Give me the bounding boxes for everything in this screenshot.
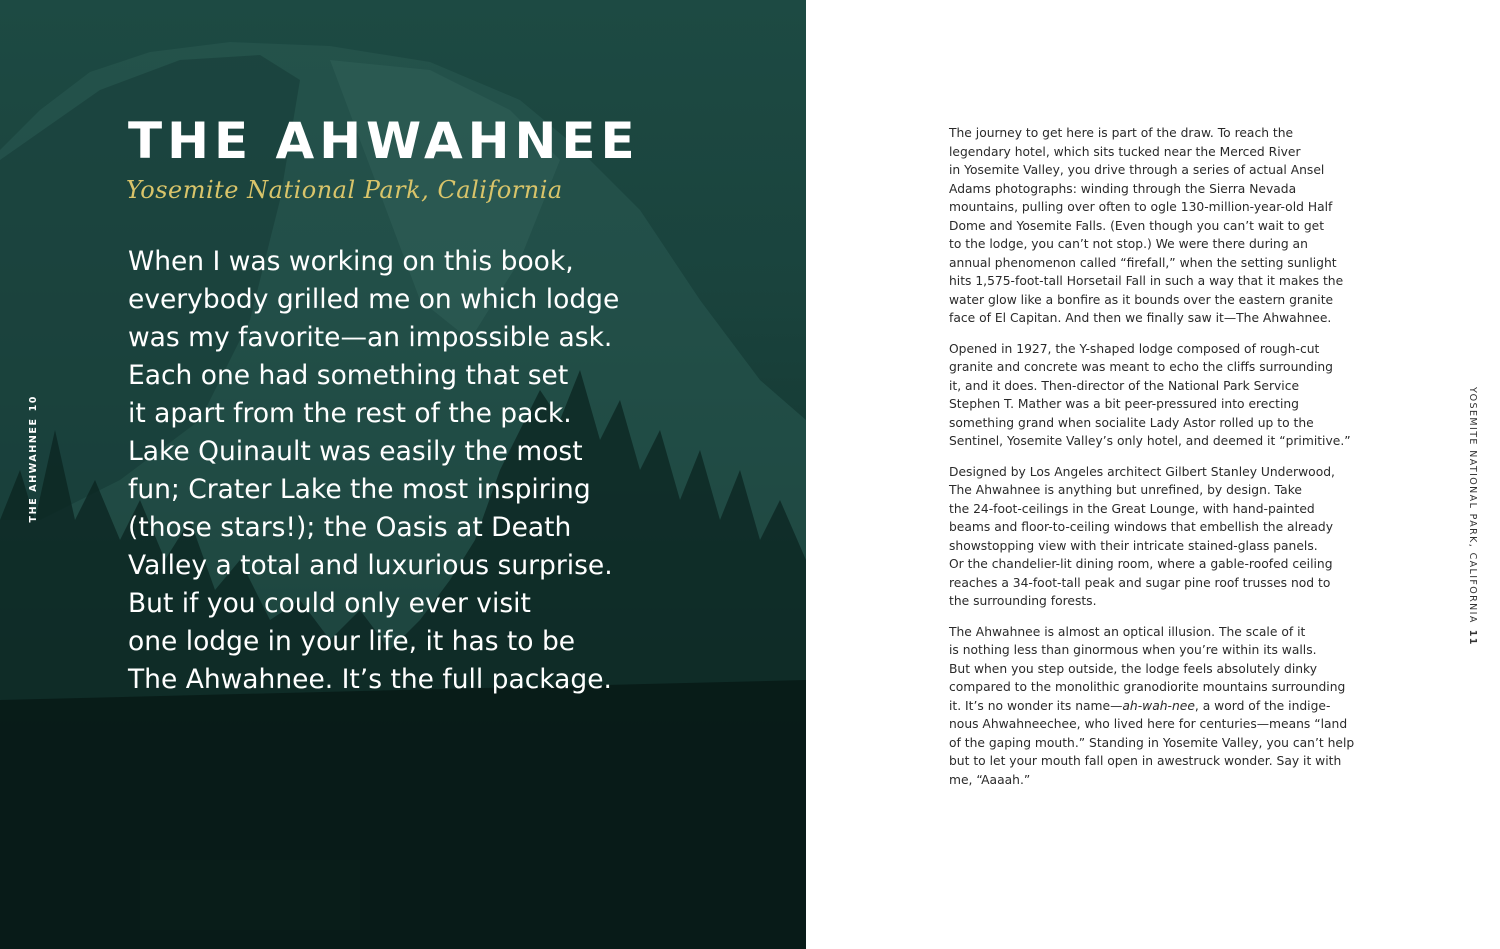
text-line: nous Ahwahneechee, who lived here for centuries—means “land xyxy=(949,717,1348,731)
text-line: is nothing less than ginormous when you’re within its walls. xyxy=(949,643,1317,657)
pull-quote xyxy=(128,243,768,699)
text-line: legendary hotel, which sits tucked near the Merced River xyxy=(949,144,1301,159)
text-line: showstopping view with their intricate stained-glass panels. xyxy=(949,538,1318,553)
text-line: of the gaping mouth.” Standing in Yosemite Valley, you can’t help xyxy=(949,735,1355,750)
pull-quote-line: Valley a total and luxurious surprise. xyxy=(128,550,613,581)
pull-quote-line: Lake Quinault was easily the most xyxy=(128,436,583,467)
forest-base xyxy=(0,680,806,949)
location-subtitle: Yosemite National Park, California xyxy=(126,176,563,204)
text-line: Designed by Los Angeles architect Gilbert Stanley Underwood, xyxy=(949,464,1335,479)
left-page-number: 10 xyxy=(28,395,39,412)
text-line: the 24-foot-ceilings in the Great Lounge, with hand-painted xyxy=(949,501,1315,516)
pull-quote-line: Each one had something that set xyxy=(128,360,569,391)
text-fragment: , a word of the indige- xyxy=(1194,698,1331,713)
italic-word: ah-wah-nee xyxy=(1122,698,1195,713)
text-line: Opened in 1927, the Y-shaped lodge composed of rough-cut xyxy=(949,341,1320,356)
pull-quote-line: was my favorite—an impossible ask. xyxy=(128,322,613,353)
text-line: Dome and Yosemite Falls. (Even though you can’t wait to get xyxy=(949,218,1325,233)
text-line xyxy=(949,697,1379,716)
text-line: to the lodge, you can’t not stop.) We were there during an xyxy=(949,237,1308,251)
text-line: annual phenomenon called “firefall,” when the setting sunlight xyxy=(949,255,1337,270)
text-line: Adams photographs: winding through the Sierra Nevada xyxy=(949,181,1297,196)
text-line: water glow like a bonfire as it bounds over the eastern granite xyxy=(949,292,1334,307)
paragraph-3 xyxy=(949,463,1379,611)
text-line: but to let your mouth fall open in awestruck wonder. Say it with xyxy=(949,754,1342,768)
paragraph-1 xyxy=(949,124,1379,328)
text-line: mountains, pulling over often to ogle 130-million-year-old Half xyxy=(949,200,1333,214)
paragraph-4 xyxy=(949,623,1379,790)
pull-quote-line: When I was working on this book, xyxy=(128,246,574,277)
left-running-head: THE AHWAHNEE xyxy=(28,417,39,523)
text-line: reaches a 34-foot-tall peak and sugar pine roof trusses nod to xyxy=(949,575,1331,590)
text-line: in Yosemite Valley, you drive through a series of actual Ansel xyxy=(949,163,1325,177)
body-text xyxy=(949,124,1379,801)
text-line: it, and it does. Then-director of the National Park Service xyxy=(949,378,1300,393)
pull-quote-line: The Ahwahnee. It’s the full package. xyxy=(128,664,612,695)
pull-quote-line: one lodge in your life, it has to be xyxy=(128,626,576,657)
text-line: But when you step outside, the lodge feels absolutely dinky xyxy=(949,661,1317,676)
page-title: THE AHWAHNEE xyxy=(128,112,640,170)
pull-quote-line: fun; Crater Lake the most inspiring xyxy=(128,474,591,505)
pull-quote-line: But if you could only ever visit xyxy=(128,588,531,619)
text-line: the surrounding forests. xyxy=(949,594,1097,608)
paragraph-2 xyxy=(949,340,1379,451)
text-line: me, “Aaaah.” xyxy=(949,772,1031,787)
right-folio xyxy=(1466,387,1478,646)
right-page-number: 11 xyxy=(1467,629,1478,646)
text-line: Stephen T. Mather was a bit peer-pressured into erecting xyxy=(949,397,1299,411)
lodge-hint xyxy=(140,860,360,930)
pull-quote-line: (those stars!); the Oasis at Death xyxy=(128,512,572,543)
left-folio xyxy=(28,389,40,523)
text-fragment: it. It’s no wonder its name— xyxy=(949,698,1123,713)
pull-quote-line: it apart from the rest of the pack. xyxy=(128,398,572,429)
text-line: compared to the monolithic granodiorite mountains surrounding xyxy=(949,680,1346,694)
text-line: Sentinel, Yosemite Valley’s only hotel, and deemed it “primitive.” xyxy=(949,434,1351,448)
text-line: Or the chandelier-lit dining room, where a gable-roofed ceiling xyxy=(949,557,1333,571)
text-line: something grand when socialite Lady Astor rolled up to the xyxy=(949,415,1314,430)
text-line: hits 1,575-foot-tall Horsetail Fall in such a way that it makes the xyxy=(949,274,1344,288)
text-line: face of El Capitan. And then we finally saw it—The Ahwahnee. xyxy=(949,311,1332,325)
pull-quote-line: everybody grilled me on which lodge xyxy=(128,284,620,315)
text-line: The journey to get here is part of the draw. To reach the xyxy=(949,126,1294,140)
right-running-head: YOSEMITE NATIONAL PARK, CALIFORNIA xyxy=(1467,387,1478,624)
text-line: The Ahwahnee is anything but unrefined, by design. Take xyxy=(949,483,1302,497)
text-line: The Ahwahnee is almost an optical illusion. The scale of it xyxy=(949,624,1306,639)
text-line: granite and concrete was meant to echo the cliffs surrounding xyxy=(949,360,1333,374)
text-line: beams and floor-to-ceiling windows that embellish the already xyxy=(949,520,1333,534)
